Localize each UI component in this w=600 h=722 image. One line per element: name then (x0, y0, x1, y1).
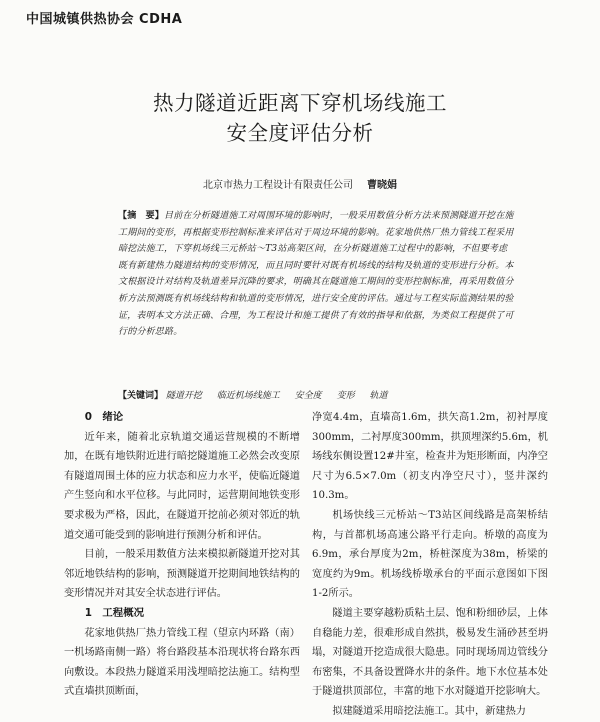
keywords (118, 388, 516, 404)
body-paragraph: 机场快线三元桥站～T3站区间线路是高架桥结构，与首都机场高速公路平行走向。桥墩的高度为6.9m，承台厚度为2m，桥桩深度为38m，桥梁的宽度约为9m。机场线桥墩承台的平面示意图如下图1-2所示。 (312, 509, 548, 600)
section-heading-overview: 1 工程概况 (84, 606, 144, 619)
abstract (118, 208, 516, 341)
abstract-label: 【摘 要】 (118, 211, 165, 221)
section-heading-introduction: 0 绪论 (84, 411, 124, 423)
body-paragraph: 隧道主要穿越粉质粘土层、饱和粉细砂层，上体自稳能力差，很难形成自然拱，极易发生涌砂甚至坍塌，对隧道开挖造成很大隐患。同时现场周边管线分布密集，不具备设置降水井的条件。地下水位基本处于隧道拱顶部位，丰富的地下水对隧道开挖影响大。 (312, 607, 548, 698)
keyword: 临近机场线施工 (216, 391, 280, 401)
body-paragraph: 拟建隧道采用暗挖法施工。其中，新建热力 (332, 705, 526, 717)
left-column (64, 408, 300, 702)
keyword: 轨道 (369, 391, 388, 401)
keyword: 安全度 (294, 391, 322, 401)
abstract-text: 目前在分析隧道施工对周围环境的影响时，一般采用数值分析方法来预测隧道开挖在施工期间的变形，再根据变形控制标准来评估对于周边环境的影响。花家地供热厂热力管线工程采用暗挖法施工，下穿机场线三元桥站～T3站高架区间，在分析隧道施工过程中的影响，不但要考虑既有新建热力隧道结构的变形情况，而且同时要针对既有机场线的结构及轨道的变形进行分析。本文根据设计对结构及轨道差异沉降的要求，明确其在隧道施工期间的变形控制标准，再采用数值分析方法预测既有机场线结构和轨道的变形情况，进行安全度的评估。通过与工程实际监测结果的验证，表明本文方法正确、合理，为工程设计和施工提供了有效的指导和依据，为类似工程提供了可行的分析思路。 (118, 211, 514, 338)
author-affiliation: 北京市热力工程设计有限责任公司 (203, 180, 353, 191)
title-line-1: 热力隧道近距离下穿机场线施工 (153, 91, 447, 115)
body-paragraph: 花家地供热厂热力管线工程（望京内环路（南）一机场路南侧一路）将台路段基本沿现状将台路东西向敷设。本段热力隧道采用浅埋暗挖法施工。结构型式直墙拱顶断面， (64, 627, 300, 698)
journal-header: 中国城镇供热协会 CDHA (26, 12, 183, 27)
keyword: 变形 (336, 391, 355, 401)
keyword: 隧道开挖 (165, 391, 202, 401)
paper-title (0, 88, 600, 148)
body-paragraph: 目前，一般采用数值方法来模拟新隧道开挖对其邻近地铁结构的影响，预测隧道开挖期间地铁结构的变形情况并对其安全状态进行评估。 (64, 549, 300, 600)
keywords-label: 【关键词】 (118, 391, 164, 401)
author-name: 曹晓娟 (367, 180, 397, 191)
title-line-2: 安全度评估分析 (226, 121, 374, 145)
right-column (312, 408, 548, 722)
author-line (0, 176, 600, 191)
body-paragraph: 净宽4.4m，直墙高1.6m，拱矢高1.2m，初衬厚度300mm，二衬厚度300mm，拱顶埋深约5.6m，机场线东侧设置12#井室，检查井为矩形断面，内净空尺寸为6.5×7.0m（初支内净空尺寸），竖井深约10.3m。 (312, 412, 548, 502)
body-paragraph: 近年来，随着北京轨道交通运营规模的不断增加，在既有地铁附近进行暗挖隧道施工必然会改变原有隧道周围土体的应力状态和应力水平，使临近隧道产生竖向和水平位移。与此同时，运营期间地铁变形要求极为严格，因此，在隧道开挖前必须对邻近的轨道交通可能受到的影响进行预测分析和评估。 (64, 431, 300, 541)
